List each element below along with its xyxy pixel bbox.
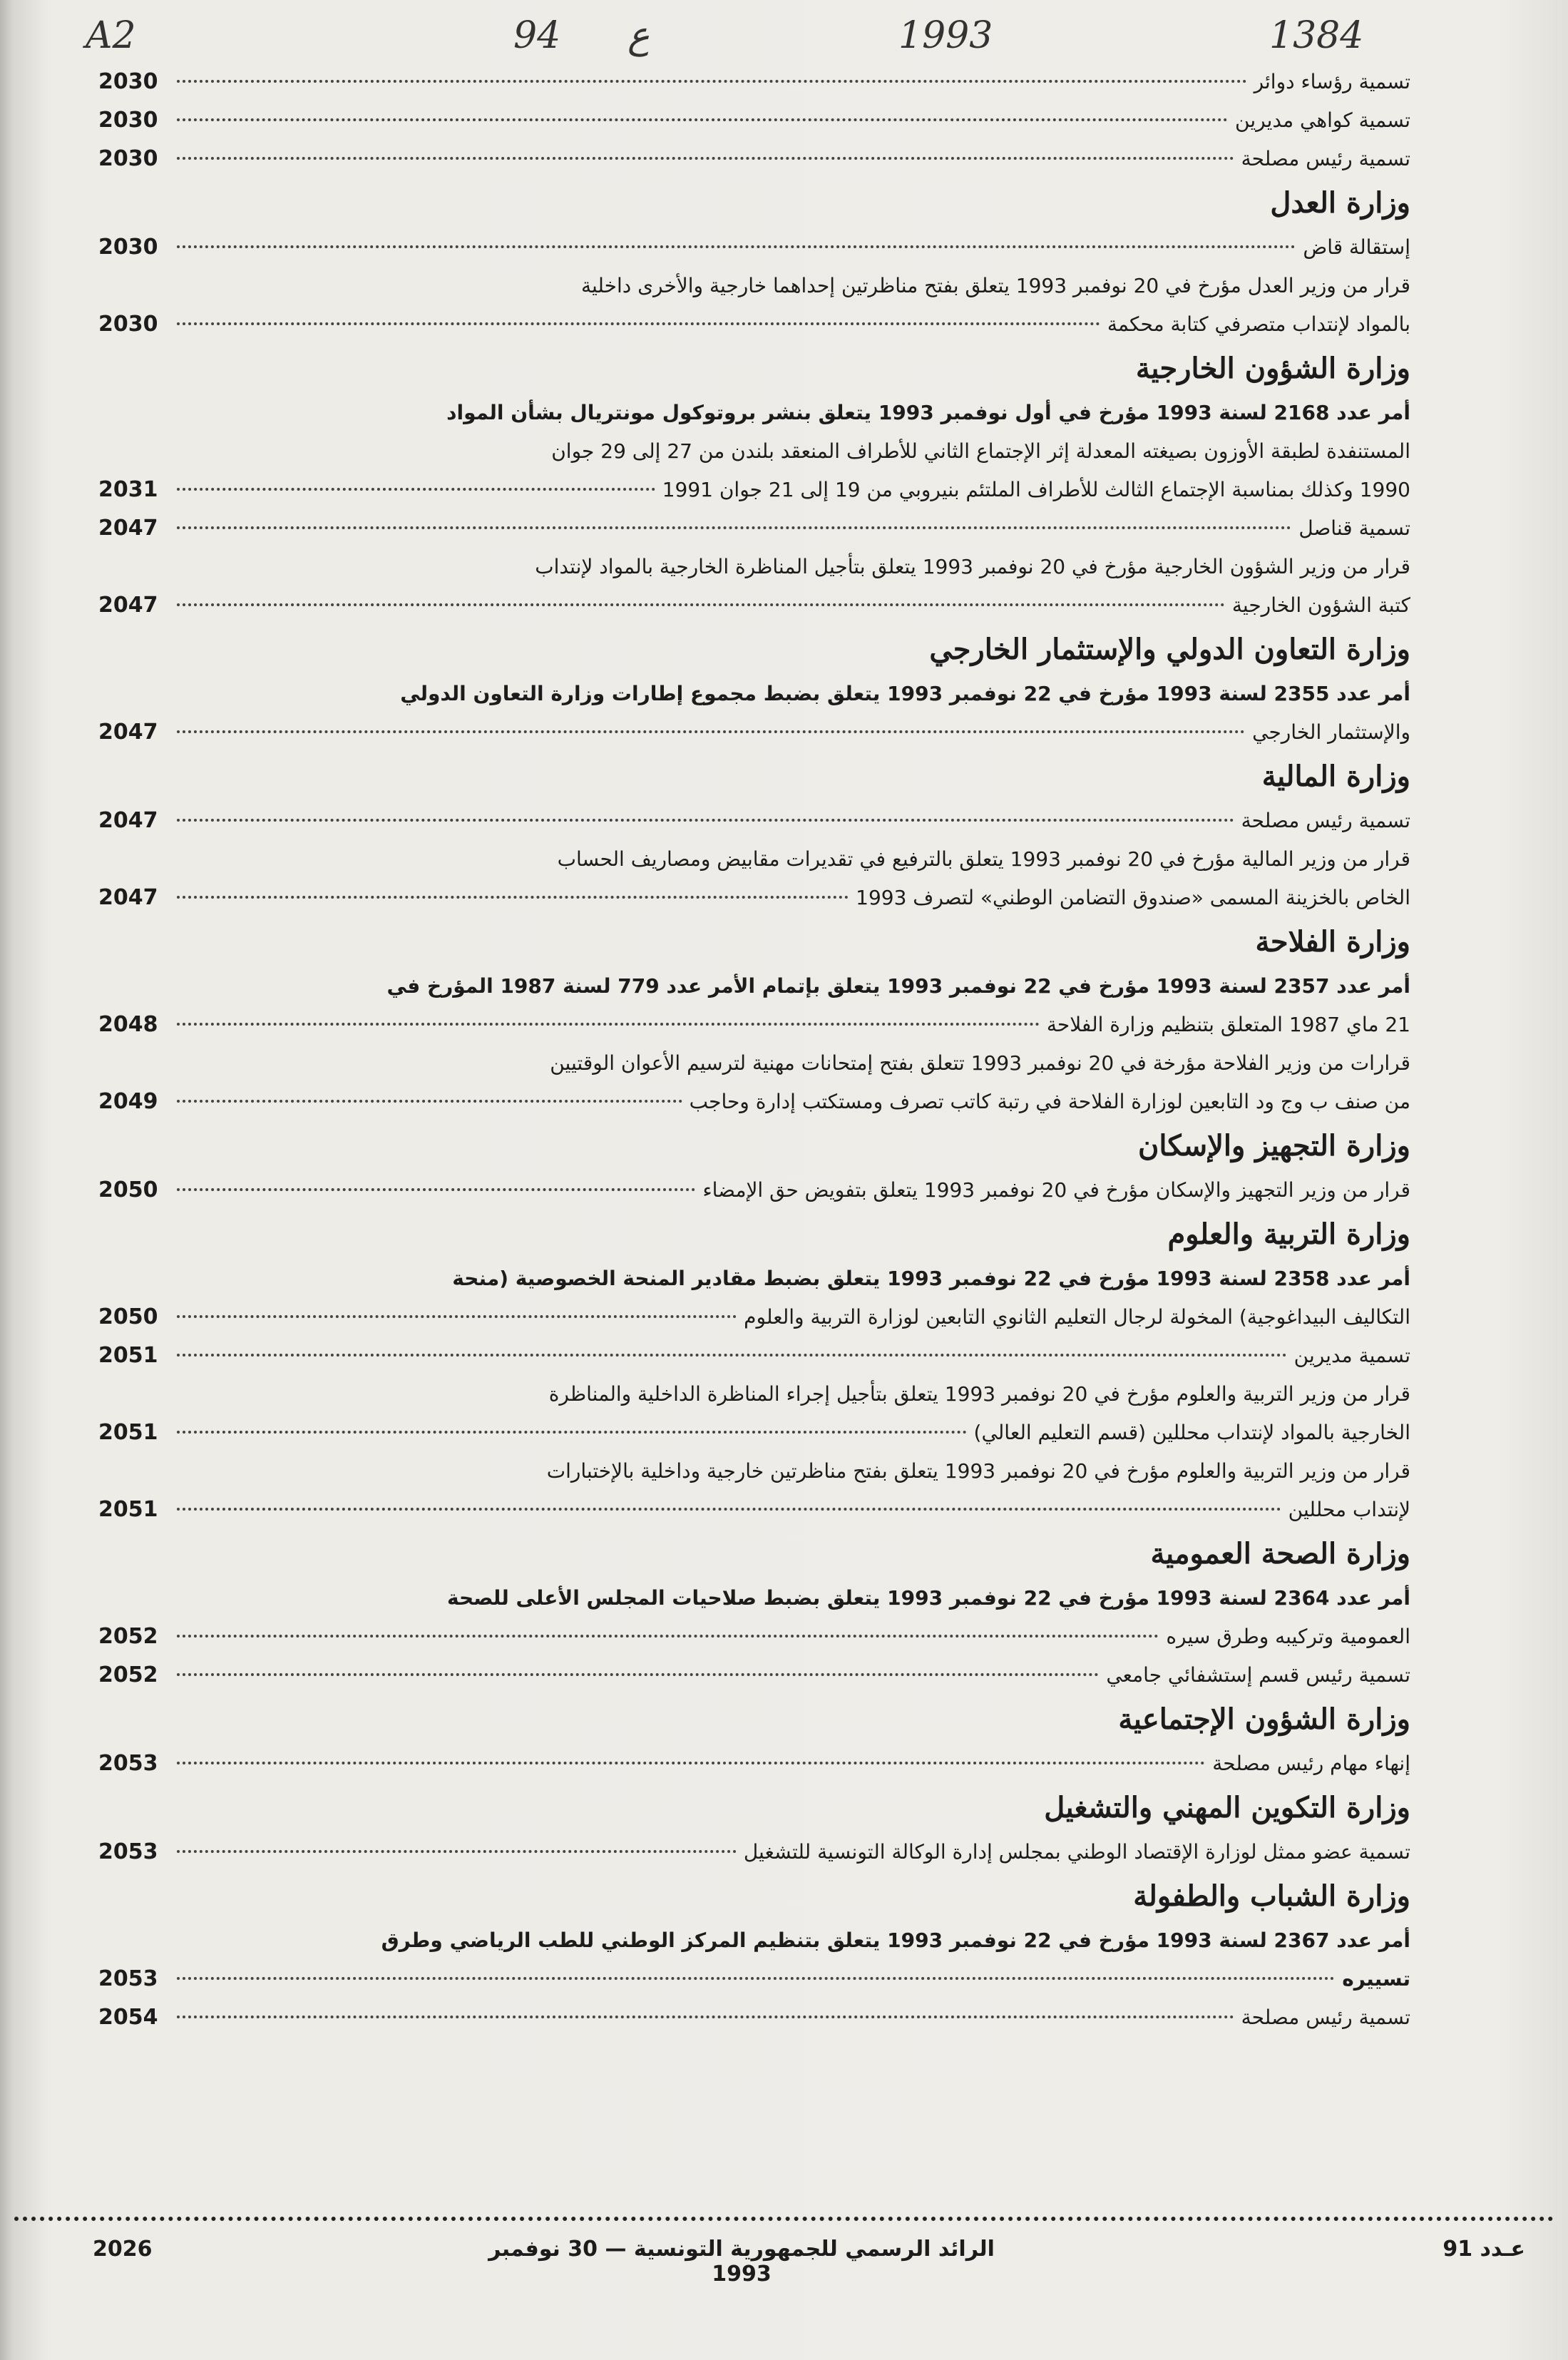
- entry-title: تسييره: [1342, 1967, 1410, 1991]
- entry-title: بالمواد لإنتداب متصرفي كتابة محكمة: [1107, 312, 1410, 336]
- entry-page-number: 2053: [98, 1966, 158, 1991]
- entry-title: التكاليف البيداغوجية) المخولة لرجال التعليم الثانوي التابعين لوزارة التربية والعلوم: [744, 1305, 1410, 1329]
- toc-text-line: [98, 1044, 1410, 1083]
- toc-entry: [98, 63, 1410, 101]
- entry-page-number: 2030: [98, 146, 158, 171]
- toc-entry: [98, 1083, 1410, 1121]
- entry-title: تسمية قناصل: [1298, 516, 1410, 540]
- leader-dots: [177, 1673, 1099, 1676]
- ministry-heading: وزارة العدل: [1270, 186, 1410, 220]
- entry-title: لإنتداب محللين: [1288, 1498, 1410, 1521]
- entry-page-number: 2047: [98, 808, 158, 833]
- toc-entry: [98, 802, 1410, 840]
- entry-title: من صنف ب وج ود التابعين لوزارة الفلاحة في رتبة كاتب تصرف ومستكتب إدارة وحاجب: [689, 1090, 1410, 1113]
- entry-page-number: 2051: [98, 1343, 158, 1368]
- toc-text-line: [98, 1375, 1410, 1414]
- leader-dots: [177, 1508, 1281, 1511]
- entry-page-number: 2052: [98, 1624, 158, 1649]
- leader-dots: [177, 896, 849, 899]
- leader-dots: [177, 1100, 682, 1103]
- entry-title: أمر عدد 2355 لسنة 1993 مؤرخ في 22 نوفمبر 1993 يتعلق بضبط مجموع إطارات وزارة التعاون الدولي: [400, 682, 1410, 705]
- ministry-heading: وزارة التجهيز والإسكان: [1137, 1129, 1410, 1163]
- page-number: 2026: [93, 2237, 153, 2262]
- entry-title: أمر عدد 2358 لسنة 1993 مؤرخ في 22 نوفمبر 1993 يتعلق بضبط مقادير المنحة الخصوصية (منحة: [452, 1267, 1410, 1290]
- ministry-heading: وزارة الشؤون الخارجية: [1135, 352, 1410, 385]
- entry-page-number: 2051: [98, 1420, 158, 1445]
- toc-entry: [98, 1998, 1410, 2037]
- toc-entry: [98, 1491, 1410, 1529]
- leader-dots: [177, 819, 1234, 822]
- handwritten-note: 1384: [1269, 14, 1364, 57]
- entry-title: 1990 وكذلك بمناسبة الإجتماع الثالث للأطراف الملتئم بنيروبي من 19 إلى 21 جوان 1991: [662, 478, 1410, 501]
- leader-dots: [177, 730, 1245, 733]
- toc-entry: [98, 1656, 1410, 1695]
- leader-dots: [177, 245, 1296, 248]
- handwritten-note: 94: [513, 14, 561, 57]
- entry-page-number: 2053: [98, 1751, 158, 1776]
- leader-dots: [177, 157, 1234, 160]
- handwritten-note: A2: [86, 14, 136, 57]
- toc-entry: [98, 879, 1410, 917]
- toc-text-line: [98, 1579, 1410, 1618]
- entry-page-number: 2054: [98, 2005, 158, 2030]
- toc-entry: [98, 140, 1410, 178]
- toc-entry: [98, 305, 1410, 344]
- leader-dots: [177, 1431, 967, 1434]
- entry-title: إنهاء مهام رئيس مصلحة: [1212, 1752, 1410, 1775]
- toc-text-line: [98, 432, 1410, 471]
- ministry-heading: وزارة التكوين المهني والتشغيل: [1044, 1791, 1410, 1824]
- ministry-heading: وزارة التعاون الدولي والإستثمار الخارجي: [929, 633, 1410, 666]
- leader-dots: [177, 1762, 1205, 1764]
- toc-entry: [98, 509, 1410, 548]
- entry-page-number: 2030: [98, 108, 158, 133]
- entry-title: إستقالة قاض: [1303, 235, 1410, 259]
- toc-entry: [98, 228, 1410, 267]
- toc-text-line: [98, 675, 1410, 713]
- toc-entry: [98, 713, 1410, 752]
- toc-text-line: [98, 1260, 1410, 1298]
- leader-dots: [177, 1315, 737, 1318]
- entry-page-number: 2030: [98, 312, 158, 337]
- entry-page-number: 2050: [98, 1304, 158, 1329]
- leader-dots: [177, 488, 655, 491]
- entry-title: تسمية عضو ممثل لوزارة الإقتصاد الوطني بمجلس إدارة الوكالة التونسية للتشغيل: [743, 1840, 1410, 1864]
- entry-title: المستنفدة لطبقة الأوزون بصيغته المعدلة إثر الإجتماع الثاني للأطراف المنعقد بلندن من 27 إلى 29 جوان: [551, 439, 1410, 463]
- leader-dots: [177, 1023, 1040, 1026]
- entry-title: قرار من وزير المالية مؤرخ في 20 نوفمبر 1993 يتعلق بالترفيع في تقديرات مقابيض ومصاريف الحساب: [557, 847, 1410, 871]
- handwritten-annotations: [0, 6, 1568, 70]
- entry-page-number: 2053: [98, 1839, 158, 1864]
- leader-dots: [177, 1850, 737, 1853]
- page-footer: [0, 2237, 1568, 2287]
- entry-title: 21 ماي 1987 المتعلق بتنظيم وزارة الفلاحة: [1046, 1013, 1410, 1036]
- toc-text-line: [98, 967, 1410, 1006]
- ministry-heading: وزارة الصحة العمومية: [1150, 1537, 1410, 1570]
- entry-page-number: 2051: [98, 1497, 158, 1522]
- ministry-heading: وزارة المالية: [1261, 760, 1410, 793]
- entry-page-number: 2030: [98, 235, 158, 260]
- gazette-title: الرائد الرسمي للجمهورية التونسية — 30 نوفمبر 1993: [488, 2237, 995, 2287]
- toc-entry: [98, 1337, 1410, 1375]
- entry-title: أمر عدد 2367 لسنة 1993 مؤرخ في 22 نوفمبر 1993 يتعلق بتنظيم المركز الوطني للطب الرياضي وطرق: [381, 1929, 1410, 1952]
- leader-dots: [177, 526, 1291, 529]
- entry-title: تسمية رئيس قسم إستشفائي جامعي: [1106, 1663, 1410, 1687]
- toc-entry: [98, 1745, 1410, 1783]
- entry-title: تسمية رئيس مصلحة: [1241, 147, 1410, 170]
- entry-title: قرارات من وزير الفلاحة مؤرخة في 20 نوفمبر 1993 تتعلق بفتح إمتحانات مهنية لترسيم الأعوان الوقتيين: [550, 1051, 1410, 1075]
- ministry-heading: وزارة الفلاحة: [1255, 925, 1410, 959]
- leader-dots: [177, 1977, 1335, 1980]
- entry-title: أمر عدد 2364 لسنة 1993 مؤرخ في 22 نوفمبر 1993 يتعلق بضبط صلاحيات المجلس الأعلى للصحة: [447, 1586, 1410, 1610]
- entry-page-number: 2052: [98, 1662, 158, 1687]
- ministry-heading: وزارة الشؤون الإجتماعية: [1118, 1702, 1410, 1736]
- entry-title: والإستثمار الخارجي: [1252, 720, 1410, 744]
- entry-title: قرار من وزير التجهيز والإسكان مؤرخ في 20 نوفمبر 1993 يتعلق بتفويض حق الإمضاء: [702, 1178, 1410, 1202]
- entry-title: الخارجية بالمواد لإنتداب محللين (قسم التعليم العالي): [973, 1421, 1410, 1444]
- toc-entry: [98, 1618, 1410, 1656]
- toc-text-line: [98, 840, 1410, 879]
- entry-page-number: 2049: [98, 1089, 158, 1114]
- entry-title: تسمية كواهي مديرين: [1235, 108, 1410, 132]
- handwritten-note: ع: [627, 14, 650, 57]
- toc-entry: [98, 586, 1410, 625]
- toc-entry: [98, 1414, 1410, 1452]
- entry-title: تسمية رئيس مصلحة: [1241, 809, 1410, 832]
- entry-title: الخاص بالخزينة المسمى «صندوق التضامن الوطني» لتصرف 1993: [856, 886, 1410, 909]
- leader-dots: [177, 118, 1228, 121]
- toc-entry: [98, 1006, 1410, 1044]
- toc-text-line: [98, 1452, 1410, 1491]
- entry-title: قرار من وزير التربية والعلوم مؤرخ في 20 نوفمبر 1993 يتعلق بفتح مناظرتين خارجية وداخلية بالإختبارات: [546, 1459, 1410, 1483]
- entry-title: تسمية رئيس مصلحة: [1241, 2006, 1410, 2029]
- table-of-contents: [98, 63, 1410, 2037]
- entry-page-number: 2047: [98, 885, 158, 910]
- entry-title: تسمية مديرين: [1293, 1344, 1410, 1367]
- footer-divider: [14, 2217, 1554, 2228]
- leader-dots: [177, 2016, 1234, 2018]
- toc-entry: [98, 471, 1410, 509]
- entry-title: أمر عدد 2357 لسنة 1993 مؤرخ في 22 نوفمبر 1993 يتعلق بإتمام الأمر عدد 779 لسنة 1987 المؤرخ في: [386, 974, 1410, 998]
- entry-page-number: 2050: [98, 1178, 158, 1202]
- entry-title: قرار من وزير الشؤون الخارجية مؤرخ في 20 نوفمبر 1993 يتعلق بتأجيل المناظرة الخارجية بالمواد لإنتداب: [535, 555, 1410, 578]
- entry-title: كتبة الشؤون الخارجية: [1231, 593, 1410, 617]
- ministry-heading: وزارة التربية والعلوم: [1167, 1217, 1410, 1251]
- leader-dots: [177, 322, 1100, 325]
- entry-page-number: 2030: [98, 69, 158, 94]
- leader-dots: [177, 1635, 1159, 1638]
- toc-text-line: [98, 394, 1410, 432]
- issue-number: عـدد 91: [1443, 2237, 1525, 2262]
- entry-title: قرار من وزير التربية والعلوم مؤرخ في 20 نوفمبر 1993 يتعلق بتأجيل إجراء المناظرة الداخلية والمناظرة: [548, 1382, 1410, 1406]
- entry-page-number: 2048: [98, 1012, 158, 1037]
- leader-dots: [177, 80, 1247, 83]
- toc-entry: [98, 1833, 1410, 1871]
- leader-dots: [177, 1354, 1287, 1357]
- toc-entry: [98, 1298, 1410, 1337]
- ministry-heading: وزارة الشباب والطفولة: [1133, 1879, 1410, 1913]
- entry-title: تسمية رؤساء دوائر: [1254, 70, 1410, 93]
- toc-text-line: [98, 1921, 1410, 1960]
- toc-text-line: [98, 267, 1410, 305]
- toc-entry: [98, 1960, 1410, 1998]
- entry-page-number: 2047: [98, 720, 158, 745]
- toc-text-line: [98, 548, 1410, 586]
- toc-entry: [98, 101, 1410, 140]
- leader-dots: [177, 603, 1225, 606]
- entry-title: أمر عدد 2168 لسنة 1993 مؤرخ في أول نوفمبر 1993 يتعلق بنشر بروتوكول مونتريال بشأن المواد: [446, 401, 1410, 424]
- entry-page-number: 2047: [98, 516, 158, 541]
- entry-page-number: 2031: [98, 477, 158, 502]
- entry-page-number: 2047: [98, 593, 158, 618]
- toc-entry: [98, 1171, 1410, 1210]
- entry-title: العمومية وتركيبه وطرق سيره: [1166, 1625, 1410, 1648]
- entry-title: قرار من وزير العدل مؤرخ في 20 نوفمبر 1993 يتعلق بفتح مناظرتين إحداهما خارجية والأخرى داخلية: [580, 274, 1410, 297]
- leader-dots: [177, 1188, 695, 1191]
- handwritten-note: 1993: [898, 14, 993, 57]
